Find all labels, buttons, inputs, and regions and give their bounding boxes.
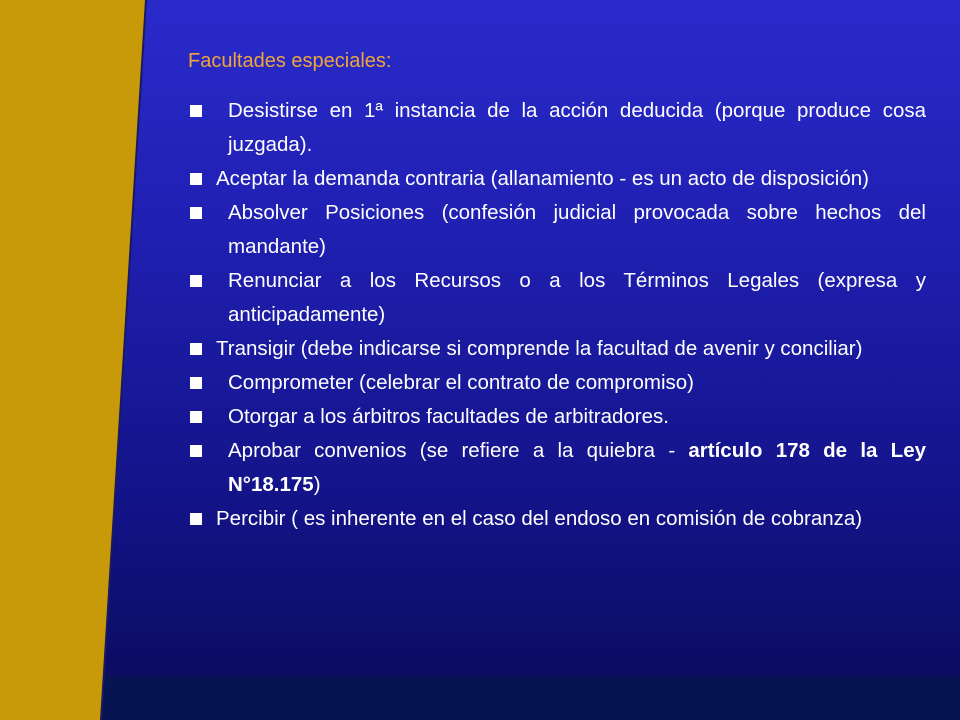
square-bullet-icon [190, 445, 202, 457]
square-bullet-icon [190, 173, 202, 185]
bullet-item-renunciar [188, 264, 926, 332]
bullet-text-bold: artículo 178 de la Ley N°18.175 [228, 439, 926, 496]
bullet-text-after: ) [313, 473, 321, 496]
bullet-item-transigir [188, 332, 926, 366]
slide-heading: Facultades especiales: [188, 50, 392, 72]
bullet-text: Renunciar a los Recursos o a los Términos Legales (expresa y anticipadamente) [228, 269, 926, 326]
bullet-text: Aceptar la demanda contraria (allanamiento - es un acto de disposición) [216, 167, 869, 190]
bullet-text: Otorgar a los árbitros facultades de arbitradores. [228, 405, 669, 428]
bullet-text-before: Aprobar convenios (se refiere a la quiebra - [228, 439, 689, 462]
bullet-item-desistirse [188, 94, 926, 162]
bullet-text: Absolver Posiciones (confesión judicial provocada sobre hechos del mandante) [228, 201, 926, 258]
slide-content [188, 44, 926, 536]
bullet-text: Desistirse en 1ª instancia de la acción deducida (porque produce cosa juzgada). [228, 99, 926, 156]
bullet-item-absolver [188, 196, 926, 264]
bullet-text: Comprometer (celebrar el contrato de compromiso) [228, 371, 694, 394]
bullet-text: Percibir ( es inherente en el caso del endoso en comisión de cobranza) [216, 507, 863, 530]
bullet-item-percibir [188, 502, 926, 536]
square-bullet-icon [190, 207, 202, 219]
square-bullet-icon [190, 105, 202, 117]
bullet-item-aceptar [188, 162, 926, 196]
bullet-item-otorgar [188, 400, 926, 434]
gold-wedge-decoration [0, 0, 150, 720]
square-bullet-icon [190, 377, 202, 389]
square-bullet-icon [190, 343, 202, 355]
bullet-list [188, 94, 926, 536]
square-bullet-icon [190, 275, 202, 287]
bullet-text: Transigir (debe indicarse si comprende la facultad de avenir y conciliar) [216, 337, 863, 360]
bullet-item-aprobar [188, 434, 926, 502]
square-bullet-icon [190, 411, 202, 423]
square-bullet-icon [190, 513, 202, 525]
bullet-item-comprometer [188, 366, 926, 400]
